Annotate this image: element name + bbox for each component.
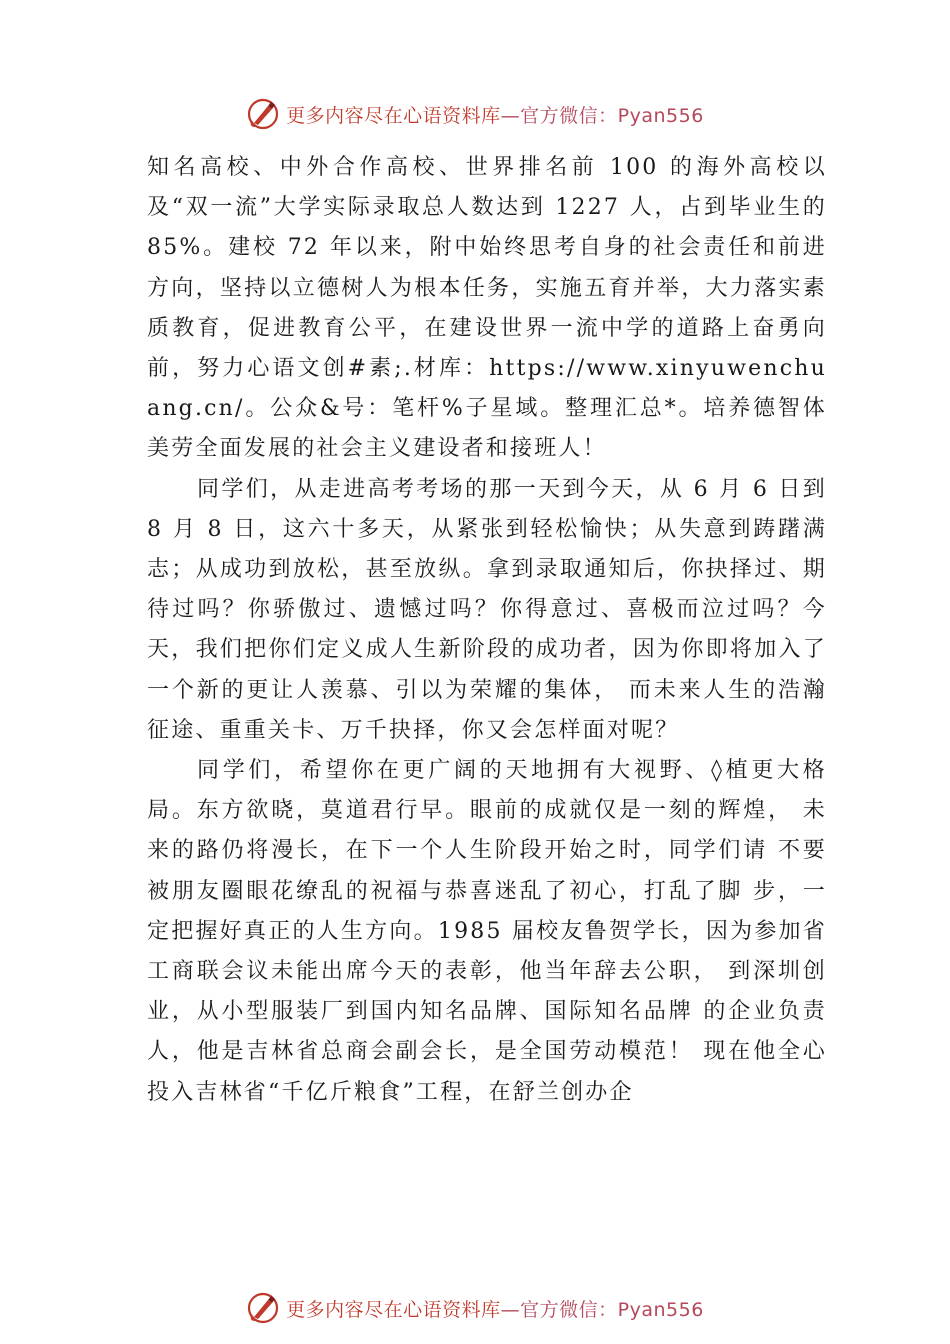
footer-wechat-text: —官方微信：Pyan556: [500, 1298, 704, 1321]
footer-banner: [0, 1288, 950, 1328]
paragraph-3: 同学们，希望你在更广阔的天地拥有大视野、◊植更大格局。东方欲晓，莫道君行早。眼前的成就仅是一刻的辉煌， 未来的路仍将漫长，在下一个人生阶段开始之时，同学们请 不要被朋友圈眼花缭乱的祝福与恭喜迷乱了初心，打乱了脚 步，一定把握好真正的人生方向。1985 届校友鲁贺学长，因为参加省工商联会议未能出席今天的表彰，他当年辞去公职， 到深圳创业，从小型服装厂到国内知名品牌、国际知名品牌 的企业负责人，他是吉林省总商会副会长，是全国劳动模范！ 现在他全心投入吉林省“千亿斤粮食”工程，在舒兰创办企: [147, 758, 827, 1105]
header-brand-text: 更多内容尽在心语资料库: [286, 104, 501, 127]
footer-brand-text: 更多内容尽在心语资料库: [286, 1298, 501, 1321]
document-body: [147, 148, 827, 1113]
header-wechat-text: —官方微信：Pyan556: [500, 104, 704, 127]
header-banner: [0, 94, 950, 134]
pen-logo-icon: [246, 97, 280, 131]
paragraph-2: 同学们，从走进高考考场的那一天到今天，从 6 月 6 日到 8 月 8 日，这六十多天，从紧张到轻松愉快；从失意到踌躇满志；从成功到放松，甚至放纵。拿到录取通知后，你抉择过、期待过吗？你骄傲过、遗憾过吗？你得意过、喜极而泣过吗？今天，我们把你们定义成人生新阶段的成功者，因为你即将加入了一个新的更让人羡慕、引以为荣耀的集体， 而未来人生的浩瀚征途、重重关卡、万千抉择，你又会怎样面对呢？: [147, 476, 827, 743]
pen-logo-icon: [246, 1291, 280, 1325]
paragraph-1: 知名高校、中外合作高校、世界排名前 100 的海外高校以及“双一流”大学实际录取总人数达到 1227 人，占到毕业生的 85%。建校 72 年以来，附中始终思考自身的社会责任和前进方向，坚持以立德树人为根本任务，实施五育并举，大力落实素质教育，促进教育公平，在建设世界一流中学的道路上奋勇向前，努力心语文创#素;.材库：https://www.xinyuwenchuang.cn/。公众&号：笔杆%子星域。整理汇总*。培养德智体美劳全面发展的社会主义建设者和接班人！: [147, 155, 827, 462]
